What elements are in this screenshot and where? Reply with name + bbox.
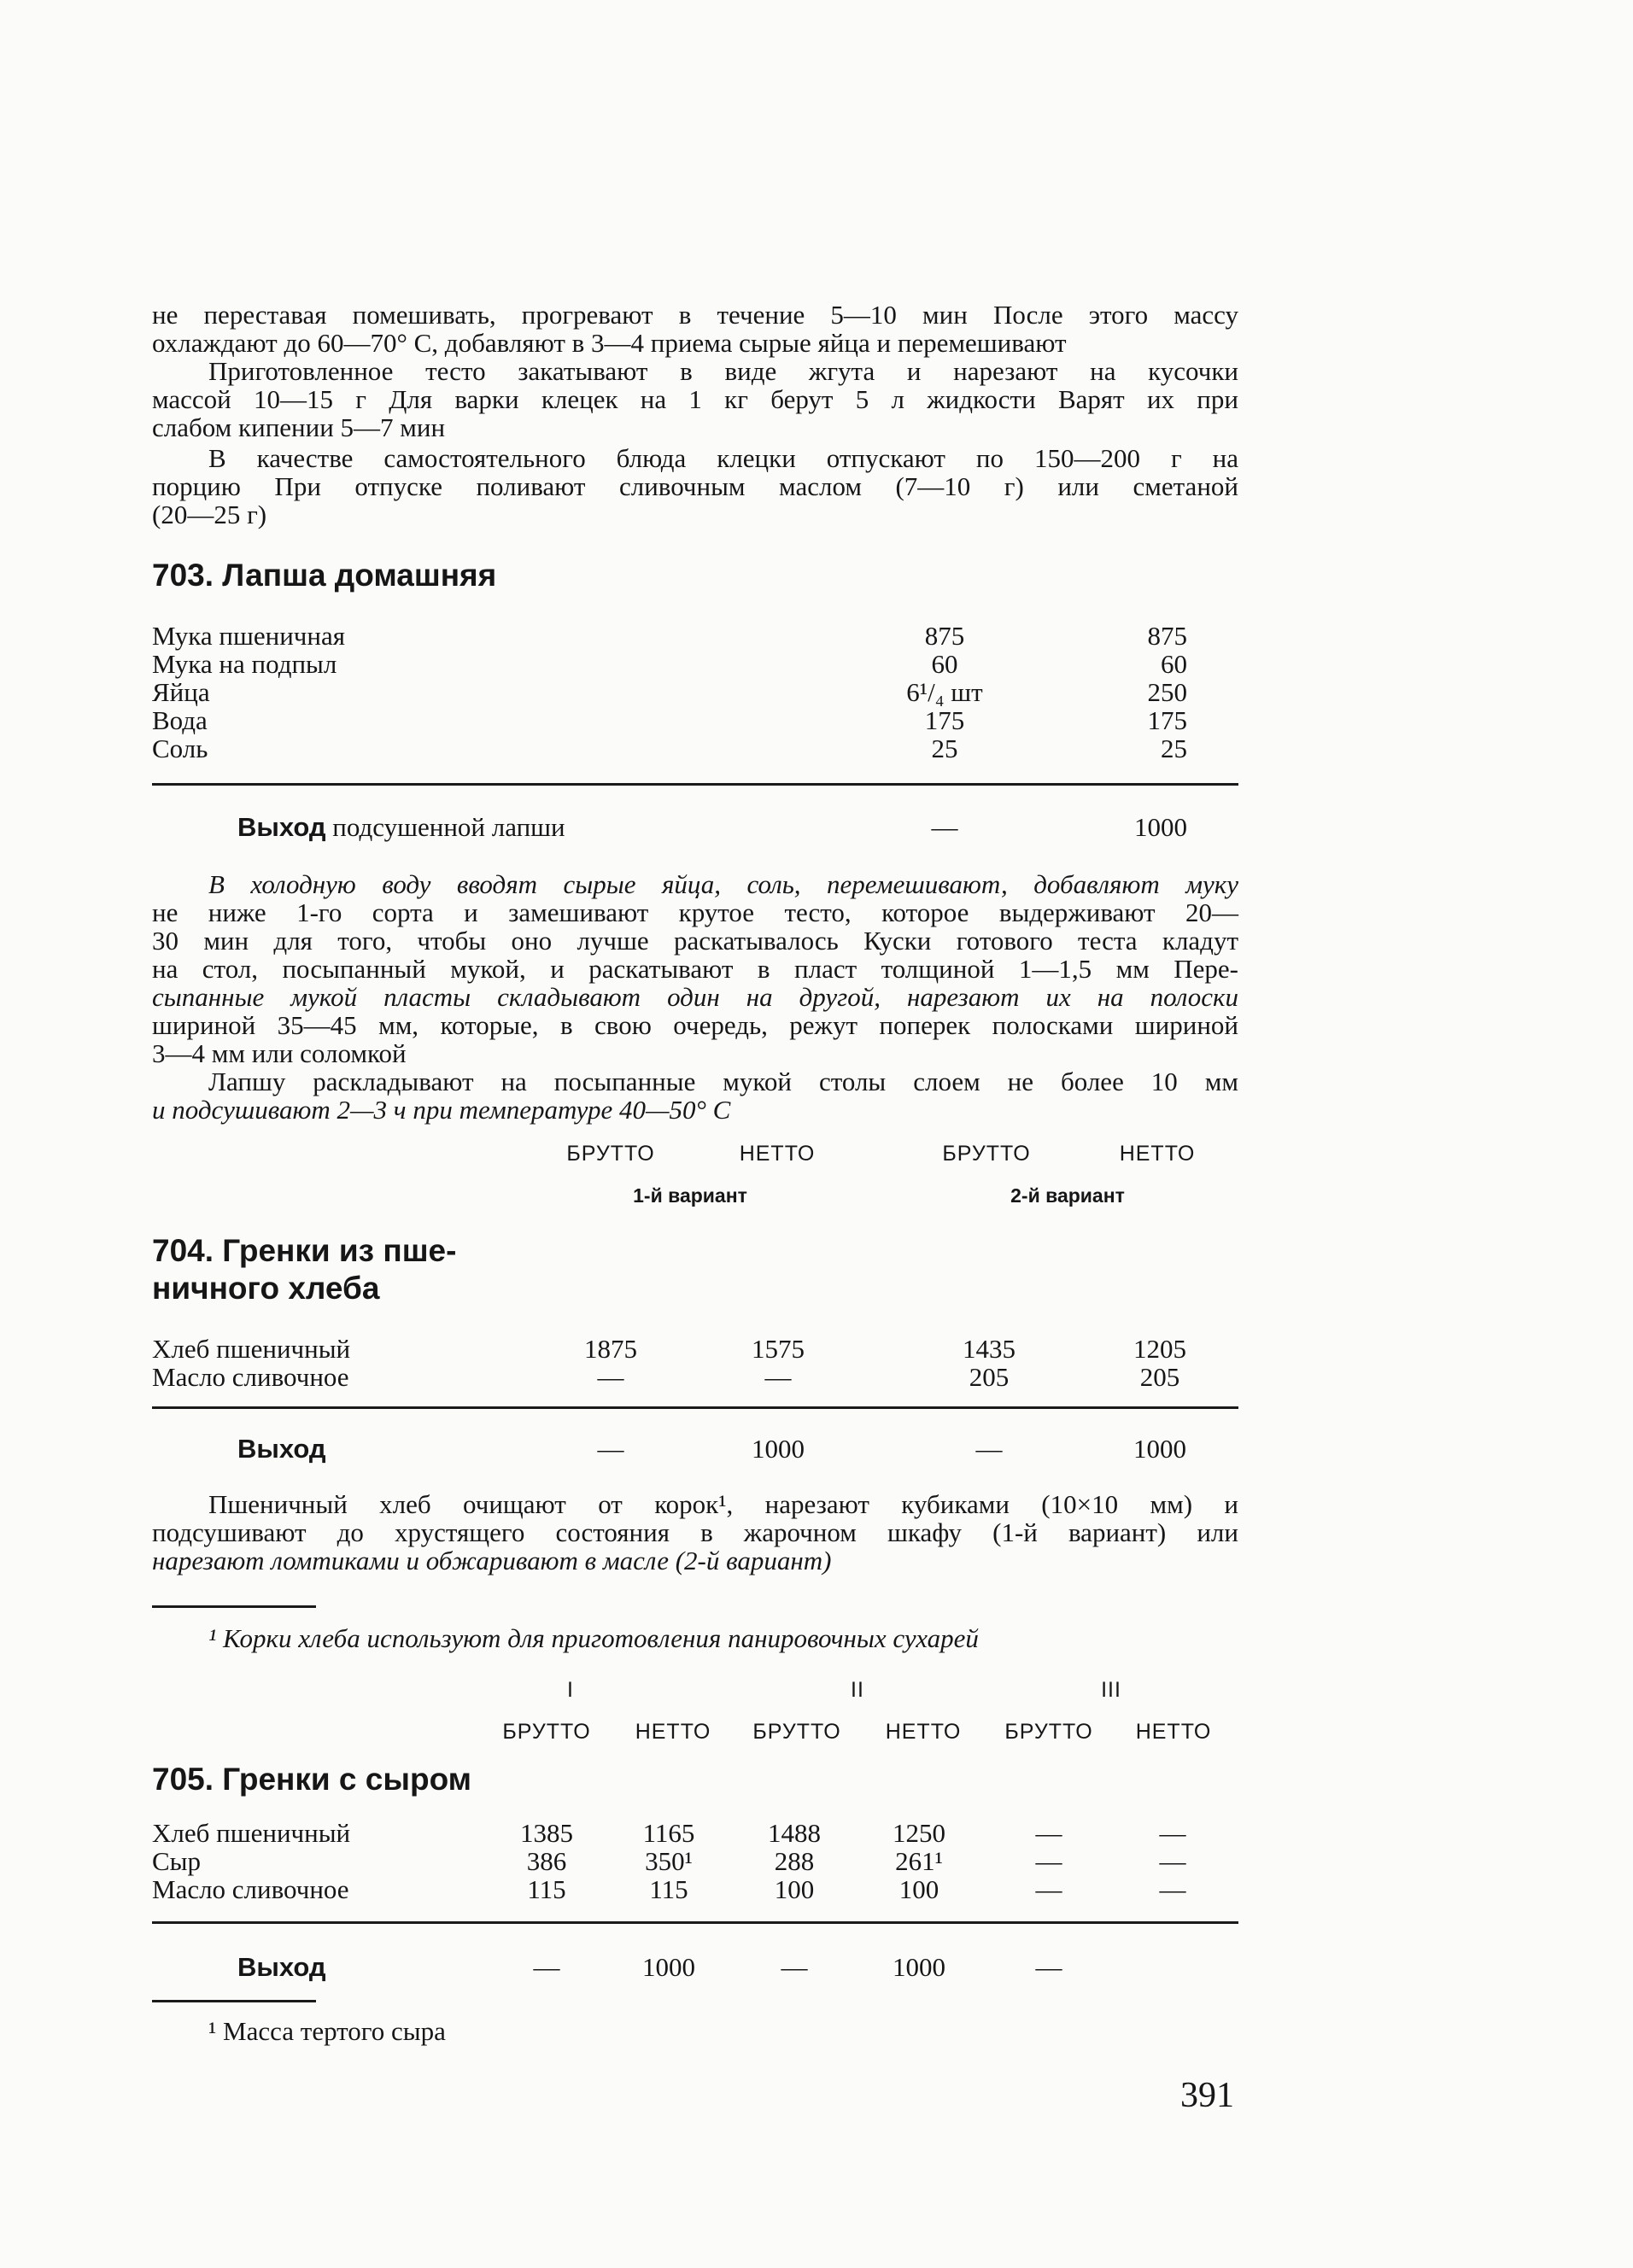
value-cell: — (1159, 1818, 1186, 1848)
ingredient-row (152, 1847, 1238, 1876)
value-cell: 1165 (642, 1818, 695, 1848)
text-line: на стол, посыпанный мукой, и раскатывают в пласт толщиной 1—1,5 мм Пере- (152, 954, 1238, 984)
text-line: не переставая помешивать, прогревают в течение 5—10 мин После этого массу (152, 300, 1238, 330)
ingredient-row (152, 622, 1238, 651)
ingredient-row (152, 1335, 1238, 1364)
yield-label (237, 813, 565, 842)
net-value: — (764, 1362, 792, 1392)
column-header-net: НЕТТО (885, 1720, 962, 1744)
recipe-704-title-line2: ничного хлеба (152, 1271, 380, 1306)
yield-value: — (1035, 1952, 1062, 1982)
value-cell: 115 (649, 1874, 688, 1904)
value-cell: 261¹ (895, 1846, 943, 1876)
yield-net: 1000 (752, 1434, 805, 1464)
yield-net: 1000 (1133, 1434, 1186, 1464)
yield-value: 1000 (893, 1952, 945, 1982)
ingredient-row (152, 678, 1238, 707)
yield-label: Выход (237, 1952, 326, 1982)
text-line: В холодную воду вводят сырые яйца, соль, перемешивают, добавляют муку (208, 869, 1238, 899)
recipe-703-title: 703. Лапша домашняя (152, 558, 497, 593)
ingredient-name: Хлеб пшеничный (152, 1818, 351, 1848)
column-header-gross: БРУТТО (752, 1720, 841, 1744)
ingredient-row (152, 1819, 1238, 1848)
value-cell: 100 (898, 1874, 939, 1904)
column-header-gross: БРУТТО (942, 1142, 1031, 1166)
gross-value: 875 (924, 621, 965, 651)
value-cell: 288 (774, 1846, 815, 1876)
ingredient-name: Вода (152, 705, 208, 735)
variant-label: 1-й вариант (633, 1184, 747, 1207)
column-header-gross: БРУТТО (566, 1142, 655, 1166)
text-line: 30 мин для того, чтобы оно лучше раскатывалось Куски готового теста кладут (152, 926, 1238, 956)
column-header-net: НЕТТО (635, 1720, 711, 1744)
intro-paragraph-2 (152, 357, 1238, 441)
net-value: 25 (1161, 734, 1187, 763)
gross-value: 175 (924, 705, 965, 735)
column-header-gross: БРУТТО (1004, 1720, 1093, 1744)
text-line: нарезают ломтиками и обжаривают в масле (2-й вариант) (152, 1546, 832, 1575)
ingredient-name: Соль (152, 734, 208, 763)
net-value: 60 (1161, 649, 1187, 679)
net-value: 250 (1147, 677, 1187, 707)
value-cell: — (1159, 1846, 1186, 1876)
recipe-705-title: 705. Гренки с сыром (152, 1762, 472, 1797)
gross-value: 205 (969, 1362, 1010, 1392)
gross-value: 1875 (584, 1334, 637, 1364)
text-line: шириной 35—45 мм, которые, в свою очередь, режут поперек полосками шириной (152, 1010, 1238, 1040)
group-label: II (851, 1678, 864, 1702)
gross-value: 60 (931, 649, 958, 679)
net-value: 1575 (752, 1334, 805, 1364)
yield-gross: — (975, 1434, 1003, 1464)
text-line: (20—25 г) (152, 500, 267, 529)
yield-label-bold: Выход (237, 812, 326, 842)
gross-value: 6¹/₄ шт (906, 677, 983, 707)
ingredient-name: Хлеб пшеничный (152, 1334, 351, 1364)
value-cell: 100 (774, 1874, 815, 1904)
ingredient-name: Мука пшеничная (152, 621, 345, 651)
yield-value: — (781, 1952, 808, 1982)
ingredient-row (152, 706, 1238, 735)
net-value: 1205 (1133, 1334, 1186, 1364)
ingredient-name: Масло сливочное (152, 1874, 349, 1904)
net-value: 175 (1147, 705, 1187, 735)
text-line: Пшеничный хлеб очищают от корок¹, нарезают кубиками (10×10 мм) и (208, 1489, 1238, 1519)
value-cell: 1250 (893, 1818, 945, 1848)
gross-value: 1435 (963, 1334, 1016, 1364)
yield-value: 1000 (642, 1952, 695, 1982)
value-cell: — (1159, 1874, 1186, 1904)
gross-value: 25 (931, 734, 958, 763)
footnote-704: ¹ Корки хлеба используют для приготовления панировочных сухарей (208, 1623, 979, 1653)
yield-row (152, 1435, 1238, 1464)
value-cell: — (1035, 1874, 1062, 1904)
yield-net: 1000 (1134, 812, 1187, 842)
footnote-rule (152, 1605, 316, 1608)
table-rule (152, 1406, 1238, 1409)
value-cell: 1488 (768, 1818, 821, 1848)
column-header-net: НЕТТО (739, 1142, 816, 1166)
intro-paragraph-3 (152, 444, 1238, 529)
yield-gross: — (931, 812, 958, 842)
ingredient-name: Сыр (152, 1846, 202, 1876)
text-line: В качестве самостоятельного блюда клецки отпускают по 150—200 г на (208, 443, 1238, 473)
net-value: 875 (1147, 621, 1187, 651)
yield-row (152, 813, 1238, 842)
text-line: Приготовленное тесто закатывают в виде жгута и нарезают на кусочки (208, 356, 1238, 386)
intro-paragraph-1 (152, 301, 1238, 357)
column-header-net: НЕТТО (1119, 1142, 1196, 1166)
text-line: массой 10—15 г Для варки клецек на 1 кг берут 5 л жидкости Варят их при (152, 384, 1238, 414)
ingredient-row (152, 734, 1238, 763)
recipe-704-title (152, 1232, 456, 1307)
ingredient-name: Масло сливочное (152, 1362, 349, 1392)
ingredient-name: Мука на подпыл (152, 649, 337, 679)
recipe-703-method-1 (152, 870, 1238, 1067)
ingredient-row (152, 1875, 1238, 1904)
group-label: I (567, 1678, 574, 1702)
ingredient-name: Яйца (152, 677, 210, 707)
variant-label: 2-й вариант (1010, 1184, 1125, 1207)
yield-value: — (533, 1952, 560, 1982)
page-number: 391 (1180, 2076, 1234, 2115)
yield-row (152, 1953, 1238, 1982)
text-line: сыпанные мукой пласты складывают один на другой, нарезают их на полоски (152, 982, 1238, 1012)
text-line: подсушивают до хрустящего состояния в жарочном шкафу (1-й вариант) или (152, 1517, 1238, 1547)
net-value: 205 (1139, 1362, 1180, 1392)
text-line: 3—4 мм или соломкой (152, 1038, 407, 1068)
table-rule (152, 1921, 1238, 1924)
yield-label-rest: подсушенной лапши (332, 812, 565, 842)
value-cell: 115 (527, 1874, 566, 1904)
column-header-net: НЕТТО (1135, 1720, 1212, 1744)
ingredient-row (152, 650, 1238, 679)
text-line: порцию При отпуске поливают сливочным маслом (7—10 г) или сметаной (152, 471, 1238, 501)
recipe-703-method-2 (152, 1067, 1238, 1124)
value-cell: 1385 (520, 1818, 573, 1848)
yield-gross: — (597, 1434, 624, 1464)
value-cell: 350¹ (645, 1846, 693, 1876)
footnote-705: ¹ Масса тертого сыра (208, 2016, 446, 2046)
value-cell: 386 (526, 1846, 567, 1876)
gross-value: — (597, 1362, 624, 1392)
ingredient-row (152, 1363, 1238, 1392)
text-line: Лапшу раскладывают на посыпанные мукой столы слоем не более 10 мм (208, 1067, 1238, 1096)
table-rule (152, 783, 1238, 786)
value-cell: — (1035, 1818, 1062, 1848)
text-line: охлаждают до 60—70° С, добавляют в 3—4 приема сырые яйца и перемешивают (152, 328, 1067, 358)
text-line: не ниже 1-го сорта и замешивают крутое тесто, которое выдерживают 20— (152, 897, 1238, 927)
column-header-gross: БРУТТО (502, 1720, 591, 1744)
group-label: III (1101, 1678, 1121, 1702)
yield-label: Выход (237, 1434, 326, 1464)
recipe-704-title-line1: 704. Гренки из пше- (152, 1233, 457, 1268)
text-line: слабом кипении 5—7 мин (152, 412, 446, 442)
text-line: и подсушивают 2—3 ч при температуре 40—50° С (152, 1095, 731, 1125)
footnote-rule (152, 2000, 316, 2002)
recipe-704-method (152, 1490, 1238, 1575)
value-cell: — (1035, 1846, 1062, 1876)
